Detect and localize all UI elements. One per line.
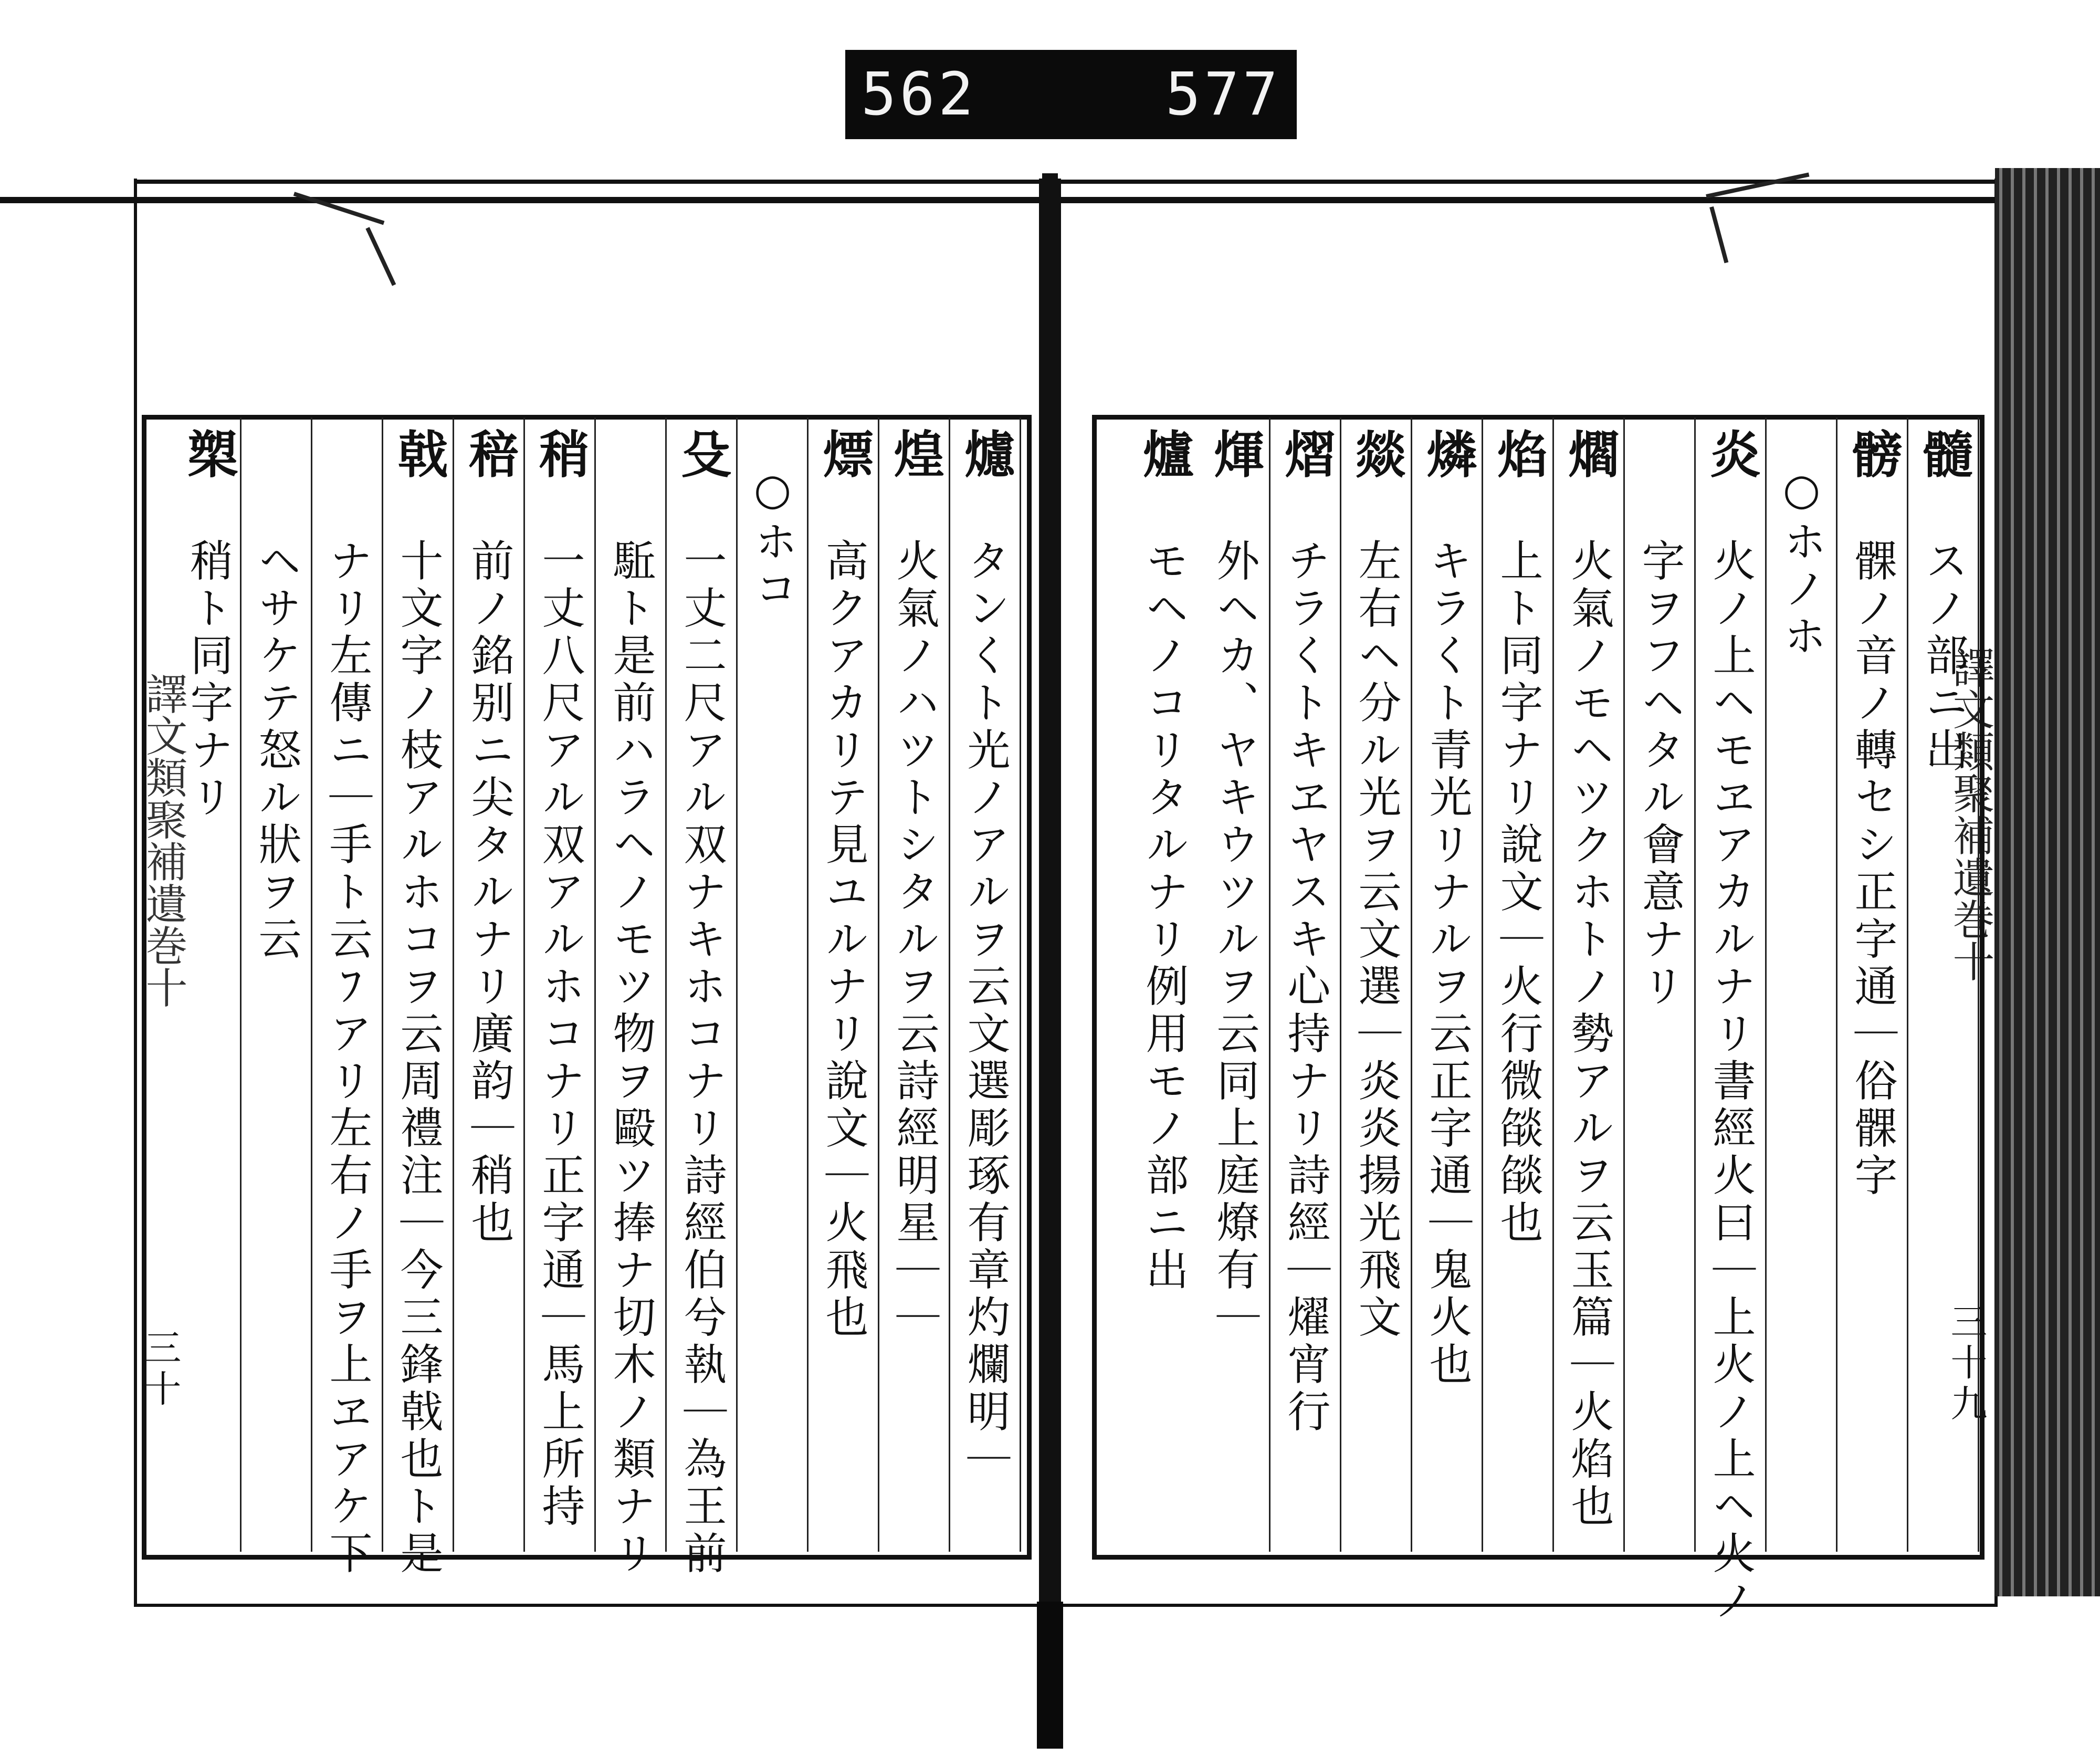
entry-head: 爓 <box>1560 428 1620 484</box>
left-col-2 <box>879 417 950 1552</box>
left-col-5 <box>667 417 738 1578</box>
right-col-4 <box>1696 417 1767 1625</box>
spine-tab <box>1037 1602 1063 1749</box>
entry-head: 燚 <box>1348 428 1407 484</box>
left-col-1 <box>950 417 1021 1552</box>
entry-head: 戟 <box>390 428 449 484</box>
entry-text: 高クアカリテ見ユルナリ說文｜火飛也 <box>818 538 868 1342</box>
entry-text: 前ノ銘别ニ尖タルナリ廣韵｜稍也 <box>464 538 514 1247</box>
entry-head: 槊 <box>180 428 239 484</box>
right-col-8 <box>1412 417 1483 1552</box>
entry-text: 稍ト同字ナリ <box>183 538 233 822</box>
right-col-1 <box>1908 417 1979 1552</box>
right-col-10 <box>1270 417 1341 1552</box>
entry-head: 稍 <box>531 428 591 484</box>
left-col-11 <box>242 417 312 1552</box>
left-col-8 <box>454 417 525 1552</box>
entry-text: 髁ノ音ノ轉セシ正字通｜俗髁字 <box>1847 538 1897 1200</box>
book-spine <box>1042 173 1058 1749</box>
entry-text: 火ノ上ヘモヱアカルナリ書經火曰｜上火ノ上ヘ火ノ <box>1706 538 1756 1625</box>
right-col-9 <box>1341 417 1412 1552</box>
right-columns <box>1100 0 1988 1625</box>
left-col-12 <box>173 417 242 1552</box>
left-columns <box>173 0 1024 1578</box>
left-margin-title: 譯文類聚補遺巻十 <box>139 672 187 1008</box>
entry-head: 燐 <box>1419 428 1478 484</box>
entry-text: 字ヲフヘタル會意ナリ <box>1635 538 1685 1011</box>
entry-text: 上ト同字ナリ說文｜火行微燄燄也 <box>1493 538 1543 1247</box>
entry-head: 煌 <box>886 428 945 484</box>
entry-text: 駈ト是前ハラヘノモツ物ヲ毆ツ捧ナ切木ノ類ナリ <box>606 538 656 1578</box>
left-page-number: 562 <box>861 60 977 129</box>
entry-head: 熛 <box>815 428 874 484</box>
right-margin-title: 譯文類聚補遺巻十 <box>1946 646 1994 982</box>
section-heading: ○ホコ <box>748 465 797 613</box>
left-col-3 <box>808 417 879 1552</box>
entry-head: 炎 <box>1702 428 1761 484</box>
entry-text: 一丈八尺アル双アルホコナリ正字通｜馬上所持 <box>535 538 585 1531</box>
entry-head: 爐 <box>1135 428 1194 484</box>
entry-text: 十文字ノ枝アルホコヲ云周禮注｜今三鋒戟也ト是 <box>393 538 443 1578</box>
entry-text: 火氣ノハツトシタルヲ云詩經明星｜｜ <box>889 538 939 1342</box>
entry-head: 焰 <box>1489 428 1549 484</box>
entry-text: 外ヘカ、ヤキウツルヲ云同上庭燎有｜ <box>1210 538 1259 1342</box>
right-page-number: 577 <box>1165 60 1281 129</box>
right-book-edge <box>1995 168 2100 1596</box>
entry-head: 爈 <box>957 428 1016 484</box>
right-col-12 <box>1129 417 1200 1552</box>
entry-head: 煇 <box>1206 428 1265 484</box>
entry-text: モヘノコリタルナリ例用モノ部ニ出 <box>1139 538 1189 1294</box>
entry-head: 髈 <box>1844 428 1903 484</box>
entry-text: 一丈二尺アル双ナキホコナリ詩經伯兮執｜為王前 <box>677 538 727 1578</box>
entry-text: ナリ左傳ニ｜手ト云ﾌアリ左右ノ手ヲ上ヱアケ下 <box>322 538 372 1578</box>
right-col-11 <box>1200 417 1270 1552</box>
entry-text: ヘサケテ怒ル狀ヲ云 <box>251 538 301 964</box>
left-col-9 <box>383 417 454 1578</box>
left-col-10 <box>312 417 383 1578</box>
entry-text: 左右ヘ分ル光ヲ云文選｜炎炎揚光飛文 <box>1351 538 1401 1342</box>
right-col-2 <box>1838 417 1908 1552</box>
entry-text: 火氣ノモヘツクホトノ勢アルヲ云玉篇｜火焰也 <box>1564 538 1614 1531</box>
entry-text: スノ部ニ出 <box>1918 538 1968 775</box>
left-folio-number: 三十 <box>139 1329 182 1410</box>
left-col-6 <box>596 417 667 1578</box>
right-col-5 <box>1625 417 1696 1552</box>
right-col-6 <box>1554 417 1625 1552</box>
entry-text: チラくトキヱヤスキ心持ナリ詩經｜燿宵行 <box>1280 538 1330 1436</box>
entry-text: キラくト青光リナルヲ云正字通｜鬼火也 <box>1422 538 1472 1389</box>
right-col-3 <box>1767 417 1838 1552</box>
left-col-7 <box>525 417 596 1552</box>
entry-head: 髓 <box>1915 428 1974 484</box>
entry-head: 殳 <box>673 428 732 484</box>
right-col-7 <box>1483 417 1554 1552</box>
entry-head: 熠 <box>1277 428 1336 484</box>
entry-head: 稖 <box>460 428 520 484</box>
left-col-4 <box>738 417 808 1552</box>
right-folio-number: 三十九 <box>1945 1302 1988 1425</box>
section-heading: ○ホノホ <box>1777 465 1826 661</box>
entry-text: タンくト光ノアルヲ云文選彫琢有章灼爛明｜ <box>960 538 1010 1483</box>
